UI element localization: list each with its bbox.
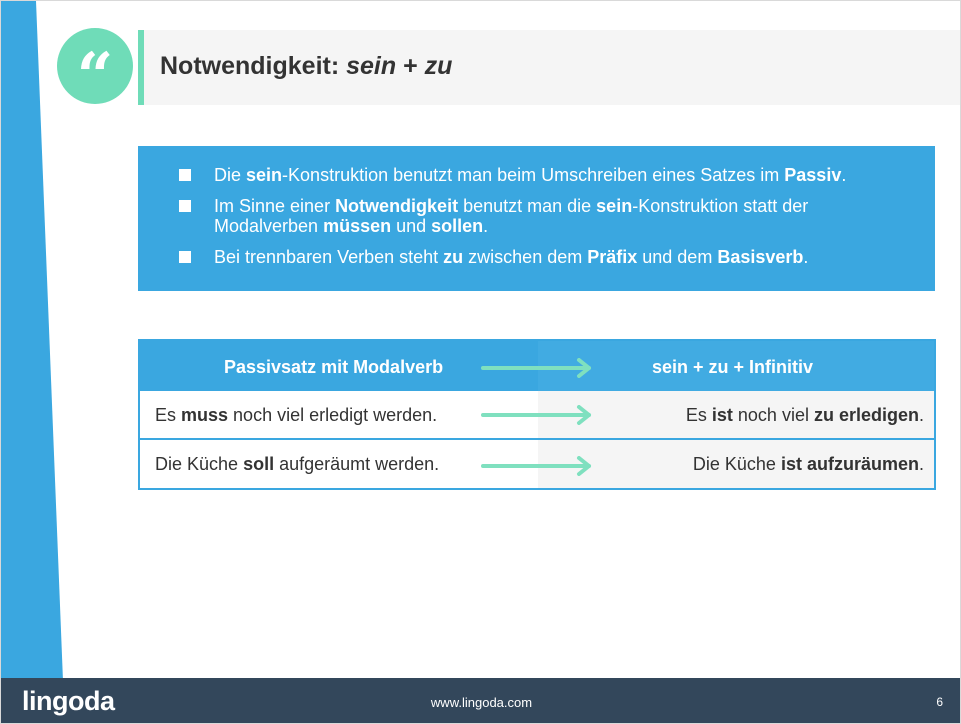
- info-text: .: [841, 165, 847, 185]
- row-text: noch viel erledigt werden.: [228, 405, 438, 425]
- title-box: [138, 30, 961, 105]
- footer-url[interactable]: www.lingoda.com: [430, 695, 533, 710]
- info-bold: Passiv: [784, 165, 842, 185]
- side-bar-decoration: [1, 1, 63, 681]
- row-text: .: [918, 405, 924, 425]
- info-box: [138, 146, 935, 291]
- table-row: [140, 391, 934, 439]
- info-text: .: [803, 247, 809, 267]
- info-text: -Konstruktion statt der Modalverben: [214, 196, 809, 236]
- row-text: noch viel: [732, 405, 814, 425]
- info-text: .: [483, 216, 489, 236]
- row-text: Die Küche: [155, 454, 244, 474]
- square-bullet-icon: [179, 169, 191, 181]
- info-text: und: [391, 216, 432, 236]
- row-bold: zu erledigen: [813, 405, 919, 425]
- row-text: Es: [155, 405, 182, 425]
- comparison-table: [138, 339, 936, 490]
- row-passive-sentence: [155, 454, 439, 475]
- row-passive-sentence: [155, 405, 437, 426]
- row-sein-construction: [693, 454, 924, 475]
- info-text: Im Sinne einer: [214, 196, 336, 216]
- info-bold: Präfix: [587, 247, 638, 267]
- row-sein-construction: [686, 405, 924, 426]
- info-text: -Konstruktion benutzt man beim Umschreiben eines Satzes im: [282, 165, 785, 185]
- page-title: [160, 52, 452, 81]
- footer: [1, 678, 961, 724]
- title-emphasis-zu: zu: [424, 52, 453, 80]
- lingoda-logo: lingoda: [22, 686, 115, 716]
- info-bold: zu: [443, 247, 464, 267]
- info-bold: Notwendigkeit: [335, 196, 459, 216]
- info-bold: sollen: [431, 216, 484, 236]
- header-sein-zu-infinitiv: sein + zu + Infinitiv: [652, 357, 814, 377]
- row-text: .: [918, 454, 924, 474]
- title-plus: +: [396, 52, 425, 80]
- info-text: Bei trennbaren Verben steht: [214, 247, 444, 267]
- info-item-separable-verbs: [178, 247, 888, 267]
- info-bold: Basisverb: [717, 247, 804, 267]
- arrow-right-icon: [481, 456, 595, 476]
- title-prefix: Notwendigkeit:: [160, 52, 347, 80]
- info-bold: sein: [246, 165, 283, 185]
- row-bold: muss: [181, 405, 229, 425]
- quote-glyph: “: [76, 39, 114, 114]
- row-bold: ist: [711, 405, 733, 425]
- square-bullet-icon: [179, 251, 191, 263]
- title-emphasis-sein: sein: [346, 52, 397, 80]
- info-text: Die: [214, 165, 247, 185]
- page-number: 6: [936, 695, 943, 709]
- row-bold: ist aufzuräumen: [780, 454, 919, 474]
- info-bold: sein: [596, 196, 633, 216]
- row-text: Die Küche: [692, 454, 781, 474]
- info-list: [178, 165, 888, 278]
- info-text: zwischen dem: [463, 247, 588, 267]
- info-text: und dem: [637, 247, 718, 267]
- row-text: aufgeräumt werden.: [274, 454, 440, 474]
- info-item-necessity: [178, 196, 888, 236]
- row-bold: soll: [243, 454, 275, 474]
- info-bold: müssen: [323, 216, 392, 236]
- table-header: [140, 341, 934, 391]
- info-item-passive: [178, 165, 888, 185]
- quote-icon: [57, 28, 133, 114]
- arrow-right-icon: [481, 358, 595, 378]
- square-bullet-icon: [179, 200, 191, 212]
- info-text: benutzt man die: [458, 196, 597, 216]
- arrow-right-icon: [481, 405, 595, 425]
- header-passive-modal: Passivsatz mit Modalverb: [224, 357, 444, 377]
- table-row: [140, 440, 934, 488]
- row-text: Es: [685, 405, 712, 425]
